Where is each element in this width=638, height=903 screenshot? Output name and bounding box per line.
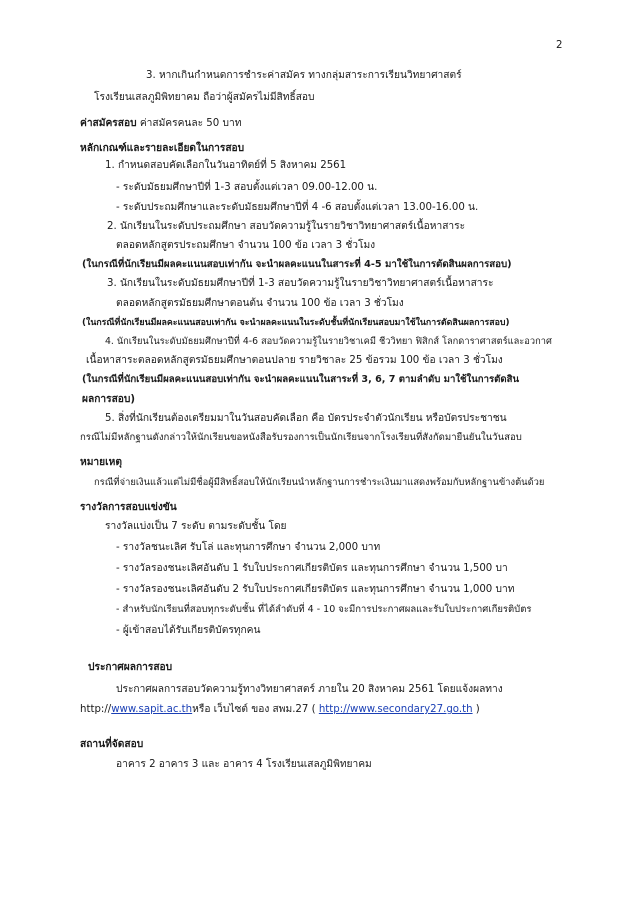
venue-text: อาคาร 2 อาคาร 3 และ อาคาร 4 โรงเรียนเสลภูมิพิทยาคม <box>116 759 372 770</box>
announce-line2 <box>80 702 480 718</box>
prize-item: - รางวัลรองชนะเลิศอันดับ 1 รับใบประกาศเกียรติบัตร และทุนการศึกษา จำนวน 1,500 บา <box>116 563 508 574</box>
criteria-item-2a: 2. นักเรียนในระดับประถมศึกษา สอบวัดความรู้ในรายวิชาวิทยาศาสตร์เนื้อหาสาระ <box>107 221 466 232</box>
criteria-item-1a: - ระดับมัธยมศึกษาปีที่ 1-3 สอบตั้งแต่เวลา 09.00-12.00 น. <box>116 182 378 193</box>
criteria-item-5a: 5. สิ่งที่นักเรียนต้องเตรียมมาในวันสอบคัดเลือก คือ บัตรประจำตัวนักเรียน หรือบัตรประชาชน <box>105 413 507 424</box>
school-website-link[interactable]: www.sapit.ac.th <box>111 704 193 715</box>
prize-item: - รางวัลรองชนะเลิศอันดับ 2 รับใบประกาศเกียรติบัตร และทุนการศึกษา จำนวน 1,000 บาท <box>116 584 515 595</box>
criteria-item-4b: เนื้อหาสาระตลอดหลักสูตรมัธยมศึกษาตอนปลาย รายวิชาละ 25 ข้อรวม 100 ข้อ เวลา 3 ชั่วโมง <box>86 355 503 366</box>
announce-url-prefix: http:// <box>80 704 112 715</box>
announce-suffix: ) <box>472 704 480 715</box>
criteria-note-4-line2: ผลการสอบ) <box>82 394 136 405</box>
criteria-note-4-line1: (ในกรณีที่นักเรียนมีผลคะแนนสอบเท่ากัน จะนำผลคะแนนในสาระที่ 3, 6, 7 ตามลำดับ มาใช้ในการตัดสิน <box>82 374 520 385</box>
criteria-item-1b: - ระดับประถมศึกษาและระดับมัธยมศึกษาปีที่ 4 -6 สอบตั้งแต่เวลา 13.00-16.00 น. <box>116 202 479 213</box>
criteria-note-2: (ในกรณีที่นักเรียนมีผลคะแนนสอบเท่ากัน จะนำผลคะแนนในสาระที่ 4-5 มาใช้ในการตัดสินผลการสอบ) <box>82 259 512 270</box>
criteria-item-3a: 3. นักเรียนในระดับมัธยมศึกษาปีที่ 1-3 สอบวัดความรู้ในรายวิชาวิทยาศาสตร์เนื้อหาสาระ <box>107 278 494 289</box>
criteria-item-4a: 4. นักเรียนในระดับมัธยมศึกษาปีที่ 4-6 สอบวัดความรู้ในรายวิชาเคมี ชีววิทยา ฟิสิกส์ โลกดาราศาสตร์และอวกาศ <box>105 336 552 347</box>
fee-label: ค่าสมัครสอบ <box>80 118 137 129</box>
announce-heading: ประกาศผลการสอบ <box>88 662 173 673</box>
fee-text: ค่าสมัครคนละ 50 บาท <box>139 118 242 129</box>
secondary27-website-link[interactable]: http://www.secondary27.go.th <box>318 704 473 715</box>
item3-line2: โรงเรียนเสลภูมิพิทยาคม ถือว่าผู้สมัครไม่มีสิทธิ์สอบ <box>94 92 315 103</box>
prize-item: - รางวัลชนะเลิศ รับโล่ และทุนการศึกษา จำนวน 2,000 บาท <box>116 542 381 553</box>
criteria-item-1: 1. กำหนดสอบคัดเลือกในวันอาทิตย์ที่ 5 สิงหาคม 2561 <box>105 160 347 171</box>
prizes-heading: รางวัลการสอบแข่งขัน <box>80 502 177 513</box>
prize-item: - ผู้เข้าสอบได้รับเกียรติบัตรทุกคน <box>116 625 261 636</box>
prize-item: - สำหรับนักเรียนที่สอบทุกระดับชั้น ที่ได้ลำดับที่ 4 - 10 จะมีการประกาศผลและรับใบประกาศเกียรติบัตร <box>116 604 532 615</box>
fee-line <box>80 116 241 132</box>
remark-heading: หมายเหตุ <box>80 457 122 468</box>
criteria-item-2b: ตลอดหลักสูตรประถมศึกษา จำนวน 100 ข้อ เวลา 3 ชั่วโมง <box>116 240 376 251</box>
criteria-item-5b: กรณีไม่มีหลักฐานดังกล่าวให้นักเรียนขอหนังสือรับรองการเป็นนักเรียนจากโรงเรียนที่สังกัดมายืนยันในวันสอบ <box>80 432 522 443</box>
page-number: 2 <box>556 40 563 51</box>
remark-text: กรณีที่จ่ายเงินแล้วแต่ไม่มีชื่อผู้มีสิทธิ์สอบให้นักเรียนนำหลักฐานการชำระเงินมาแสดงพร้อมกับหลักฐานข้างต้นด้วย <box>94 477 545 488</box>
prizes-intro: รางวัลแบ่งเป็น 7 ระดับ ตามระดับชั้น โดย <box>105 521 287 532</box>
criteria-note-3: (ในกรณีที่นักเรียนมีผลคะแนนสอบเท่ากัน จะนำผลคะแนนในระดับชั้นที่นักเรียนสอบมาใช้ในการตัดสินผลการสอบ) <box>82 318 510 328</box>
criteria-item-3b: ตลอดหลักสูตรมัธยมศึกษาตอนต้น จำนวน 100 ข้อ เวลา 3 ชั่วโมง <box>116 298 404 309</box>
criteria-heading: หลักเกณฑ์และรายละเอียดในการสอบ <box>80 143 245 154</box>
item3-line1: 3. หากเกินกำหนดการชำระค่าสมัคร ทางกลุ่มสาระการเรียนวิทยาศาสตร์ <box>146 70 462 81</box>
announce-middle-text: หรือ เว็บไซต์ ของ สพม.27 ( <box>192 704 319 715</box>
announce-line1: ประกาศผลการสอบวัดความรู้ทางวิทยาศาสตร์ ภายใน 20 สิงหาคม 2561 โดยแจ้งผลทาง <box>116 684 503 695</box>
venue-heading: สถานที่จัดสอบ <box>80 739 144 750</box>
